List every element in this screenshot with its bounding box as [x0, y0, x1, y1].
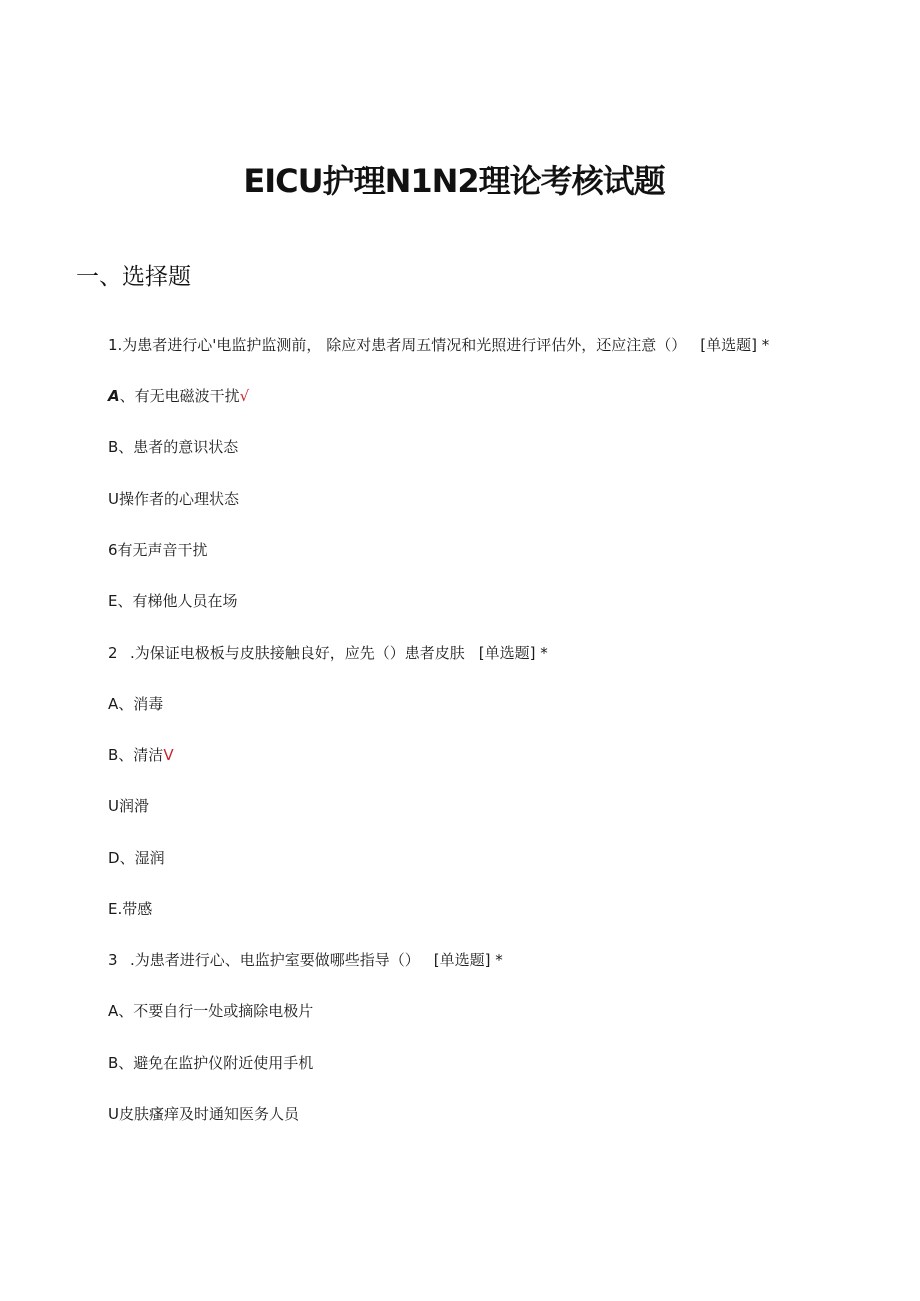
question-1-option-c	[108, 489, 239, 509]
option-text: 、清洁	[118, 746, 164, 764]
question-type-tag: [单选题] *	[700, 336, 770, 354]
option-text: 润滑	[118, 797, 149, 815]
question-1-option-d	[108, 540, 208, 560]
option-letter: U	[108, 490, 119, 508]
option-text: 皮肤瘙痒及时通知医务人员	[118, 1105, 299, 1123]
question-3-option-b	[108, 1053, 313, 1073]
option-letter: A	[108, 1002, 119, 1020]
question-1-stem	[108, 335, 769, 355]
question-type-tag: [单选题] *	[433, 951, 503, 969]
option-text: 、患者的意识状态	[118, 438, 239, 456]
option-text: 、避免在监护仪附近使用手机	[118, 1054, 314, 1072]
option-letter: D	[108, 849, 120, 867]
question-3-stem	[108, 950, 503, 970]
question-type-tag: [单选题] *	[478, 644, 548, 662]
option-text: 、消毒	[118, 695, 164, 713]
question-2-option-a	[108, 694, 163, 714]
option-letter: B	[108, 746, 119, 764]
question-stem-text: .为保证电极板与皮肤接触良好，应先（）患者皮肤	[130, 644, 465, 662]
option-text: 、不要自行一处或摘除电极片	[118, 1002, 314, 1020]
question-1-option-b	[108, 437, 238, 457]
question-number: 3	[108, 951, 118, 969]
question-2-stem	[108, 643, 548, 663]
option-letter: E	[108, 592, 118, 610]
question-2-option-c	[108, 796, 149, 816]
option-text: 、有无电磁波干扰	[119, 387, 240, 405]
correct-check-mark: √	[239, 387, 250, 405]
document-title: EICU护理N1N2理论考核试题	[243, 162, 665, 200]
option-letter: U	[108, 797, 119, 815]
option-text: .带感	[117, 900, 153, 918]
question-1-option-e	[108, 591, 238, 611]
option-letter: B	[108, 1054, 119, 1072]
option-text: 、湿润	[119, 849, 165, 867]
option-letter: 6	[108, 541, 118, 559]
option-letter: U	[108, 1105, 119, 1123]
question-2-option-b	[108, 745, 174, 765]
question-number: 2	[108, 644, 118, 662]
option-text: 有无声音干扰	[117, 541, 208, 559]
correct-check-mark: V	[163, 746, 174, 764]
question-stem-text: 1.为患者进行心'电监护监测前， 除应对患者周五情况和光照进行评估外，还应注意（）	[108, 336, 687, 354]
question-3-option-c	[108, 1104, 299, 1124]
option-letter: E	[108, 900, 118, 918]
option-text: 操作者的心理状态	[118, 490, 239, 508]
section-heading: 一、选择题	[76, 264, 191, 290]
option-text: 、有梯他人员在场	[117, 592, 238, 610]
option-letter: A	[108, 695, 119, 713]
question-2-option-d	[108, 848, 165, 868]
question-3-option-a	[108, 1001, 313, 1021]
option-letter: A	[108, 387, 120, 405]
question-stem-text: .为患者进行心、电监护室要做哪些指导（）	[130, 951, 420, 969]
option-letter: B	[108, 438, 119, 456]
question-2-option-e	[108, 899, 152, 919]
question-1-option-a	[108, 386, 249, 406]
